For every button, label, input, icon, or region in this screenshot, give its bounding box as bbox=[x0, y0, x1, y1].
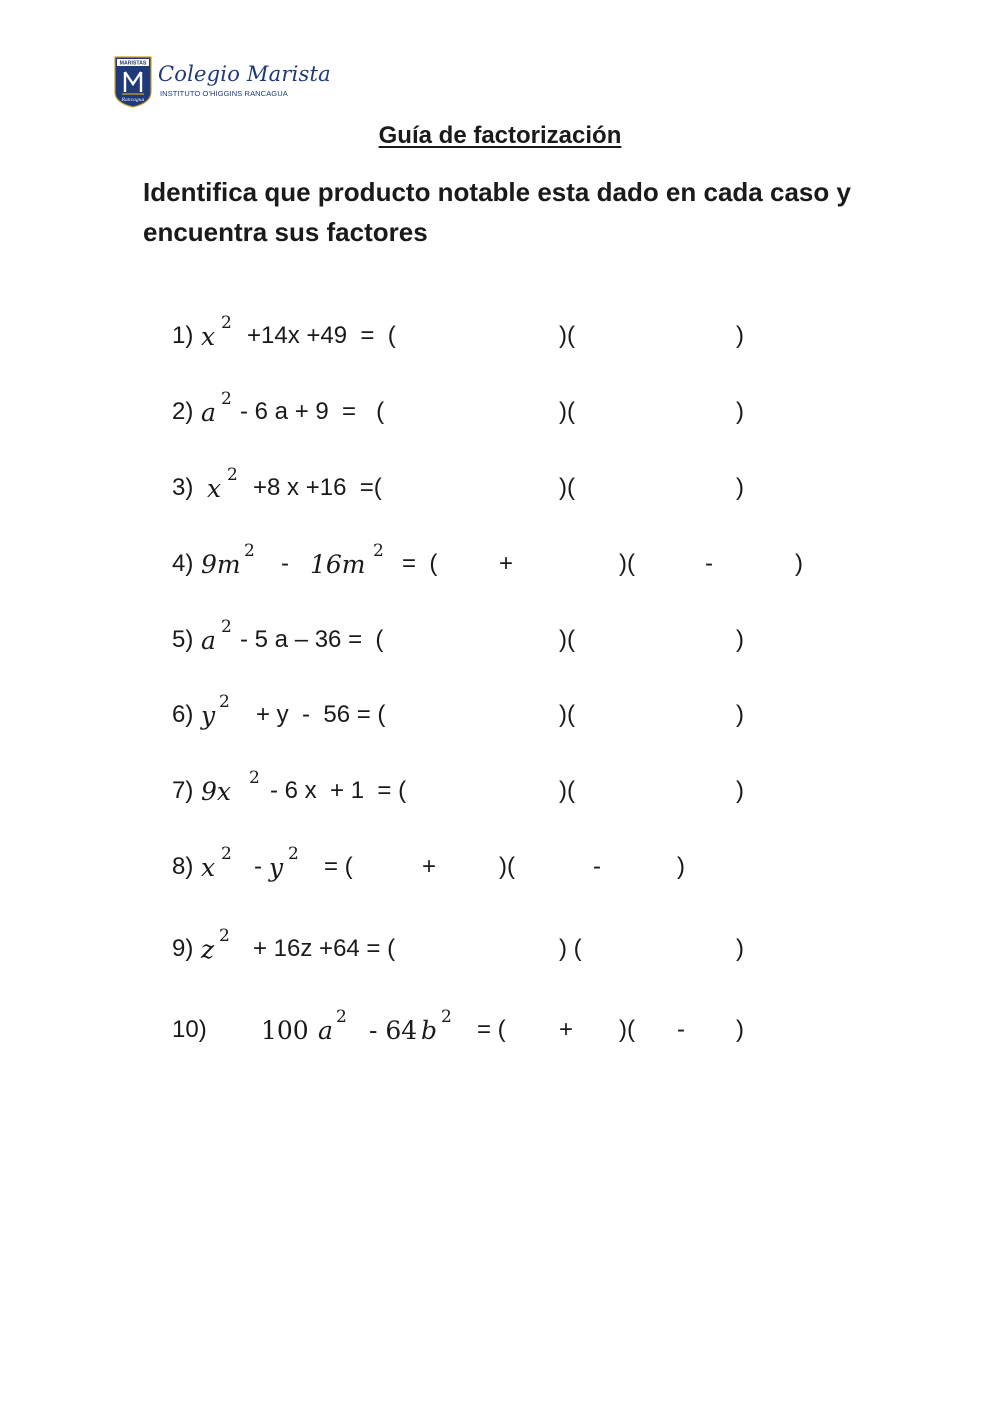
exponent: 2 bbox=[288, 844, 299, 864]
math-term: z bbox=[201, 935, 215, 964]
exercise-number: 3) bbox=[172, 474, 194, 501]
math-term: 16m bbox=[310, 550, 366, 579]
expression-text: +8 x +16 =( bbox=[253, 474, 382, 501]
logo-badge-bottom: Rancagua bbox=[121, 98, 145, 103]
expression-text: + bbox=[422, 853, 437, 880]
math-term: a bbox=[318, 1016, 333, 1045]
expression-text: - 6 x + 1 = ( bbox=[270, 777, 407, 804]
math-term: 9m bbox=[201, 550, 241, 579]
exponent: 2 bbox=[244, 541, 255, 561]
exponent: 2 bbox=[221, 617, 232, 637]
exponent: 2 bbox=[227, 465, 238, 485]
expression-text: ) bbox=[795, 550, 803, 577]
expression-text: )( bbox=[559, 777, 575, 804]
shield-logo-icon bbox=[114, 56, 152, 108]
math-coefficient: - 64 bbox=[369, 1016, 418, 1045]
exponent: 2 bbox=[221, 313, 232, 333]
exponent: 2 bbox=[373, 541, 384, 561]
expression-text: ) bbox=[736, 322, 744, 349]
instructions: Identifica que producto notable esta dado en cada caso y encuentra sus factores bbox=[143, 177, 851, 247]
exponent: 2 bbox=[219, 692, 230, 712]
math-term: b bbox=[421, 1016, 438, 1045]
exercise-row bbox=[0, 465, 1000, 514]
logo-badge-text: MARISTAS bbox=[119, 60, 147, 67]
math-term: y bbox=[269, 853, 284, 882]
exercise-row bbox=[0, 692, 1000, 741]
exponent: 2 bbox=[249, 768, 260, 788]
math-term: a bbox=[201, 626, 216, 655]
expression-text: - bbox=[705, 550, 713, 577]
exercise-number: 6) bbox=[172, 701, 194, 728]
expression-text: - bbox=[593, 853, 601, 880]
expression-text: )( bbox=[559, 398, 575, 425]
expression-text: = ( bbox=[402, 550, 438, 577]
expression-text: ) bbox=[736, 474, 744, 501]
math-term: x bbox=[201, 853, 216, 882]
expression-text: )( bbox=[559, 474, 575, 501]
exercise-row bbox=[0, 768, 1000, 817]
expression-text: ) ( bbox=[559, 935, 582, 962]
exercise-row bbox=[0, 926, 1000, 975]
expression-text: ) bbox=[736, 1016, 744, 1043]
page-title: Guía de factorización bbox=[378, 122, 622, 149]
logo-subtitle: INSTITUTO O'HIGGINS RANCAGUA bbox=[160, 89, 288, 98]
exercise-number: 4) bbox=[172, 550, 194, 577]
exercise-number: 1) bbox=[172, 322, 194, 349]
exercise-number: 9) bbox=[172, 935, 194, 962]
exercise-row bbox=[0, 617, 1000, 666]
expression-text: - bbox=[677, 1016, 685, 1043]
exponent: 2 bbox=[219, 926, 230, 946]
exercise-number: 8) bbox=[172, 853, 194, 880]
exercise-row bbox=[0, 844, 1000, 893]
exponent: 2 bbox=[221, 844, 232, 864]
expression-text: - bbox=[281, 550, 289, 577]
exercise-number: 2) bbox=[172, 398, 194, 425]
expression-text: +14x +49 = ( bbox=[247, 322, 396, 349]
expression-text: + bbox=[499, 550, 514, 577]
expression-text: ) bbox=[677, 853, 685, 880]
expression-text: + 16z +64 = ( bbox=[253, 935, 396, 962]
math-term: y bbox=[201, 701, 216, 730]
exponent: 2 bbox=[336, 1007, 347, 1027]
expression-text: ) bbox=[736, 626, 744, 653]
expression-text: + y - 56 = ( bbox=[256, 701, 386, 728]
expression-text: )( bbox=[619, 550, 635, 577]
logo-school-name: Colegio Marista bbox=[158, 62, 331, 86]
expression-text: )( bbox=[559, 322, 575, 349]
expression-text: ) bbox=[736, 398, 744, 425]
math-term: x bbox=[207, 474, 222, 503]
exponent: 2 bbox=[221, 389, 232, 409]
expression-text: )( bbox=[559, 701, 575, 728]
expression-text: )( bbox=[499, 853, 515, 880]
exercise-row bbox=[0, 389, 1000, 438]
exponent: 2 bbox=[441, 1007, 452, 1027]
expression-text: ) bbox=[736, 701, 744, 728]
expression-text: ) bbox=[736, 935, 744, 962]
expression-text: - bbox=[254, 853, 262, 880]
school-logo bbox=[114, 56, 331, 110]
math-coefficient: 100 bbox=[261, 1016, 309, 1045]
expression-text: )( bbox=[559, 626, 575, 653]
expression-text: - 5 a – 36 = ( bbox=[240, 626, 384, 653]
expression-text: )( bbox=[619, 1016, 635, 1043]
expression-text: ) bbox=[736, 777, 744, 804]
exercise-number: 10) bbox=[172, 1016, 207, 1043]
math-term: 9x bbox=[201, 777, 232, 806]
exercise-row bbox=[0, 1007, 1000, 1056]
exercise-row bbox=[0, 313, 1000, 362]
exercise-row bbox=[0, 541, 1000, 590]
math-term: x bbox=[201, 322, 216, 351]
math-term: a bbox=[201, 398, 216, 427]
exercise-number: 5) bbox=[172, 626, 194, 653]
expression-text: = ( bbox=[324, 853, 353, 880]
expression-text: + bbox=[559, 1016, 574, 1043]
expression-text: - 6 a + 9 = ( bbox=[240, 398, 385, 425]
expression-text: = ( bbox=[477, 1016, 506, 1043]
exercise-number: 7) bbox=[172, 777, 194, 804]
